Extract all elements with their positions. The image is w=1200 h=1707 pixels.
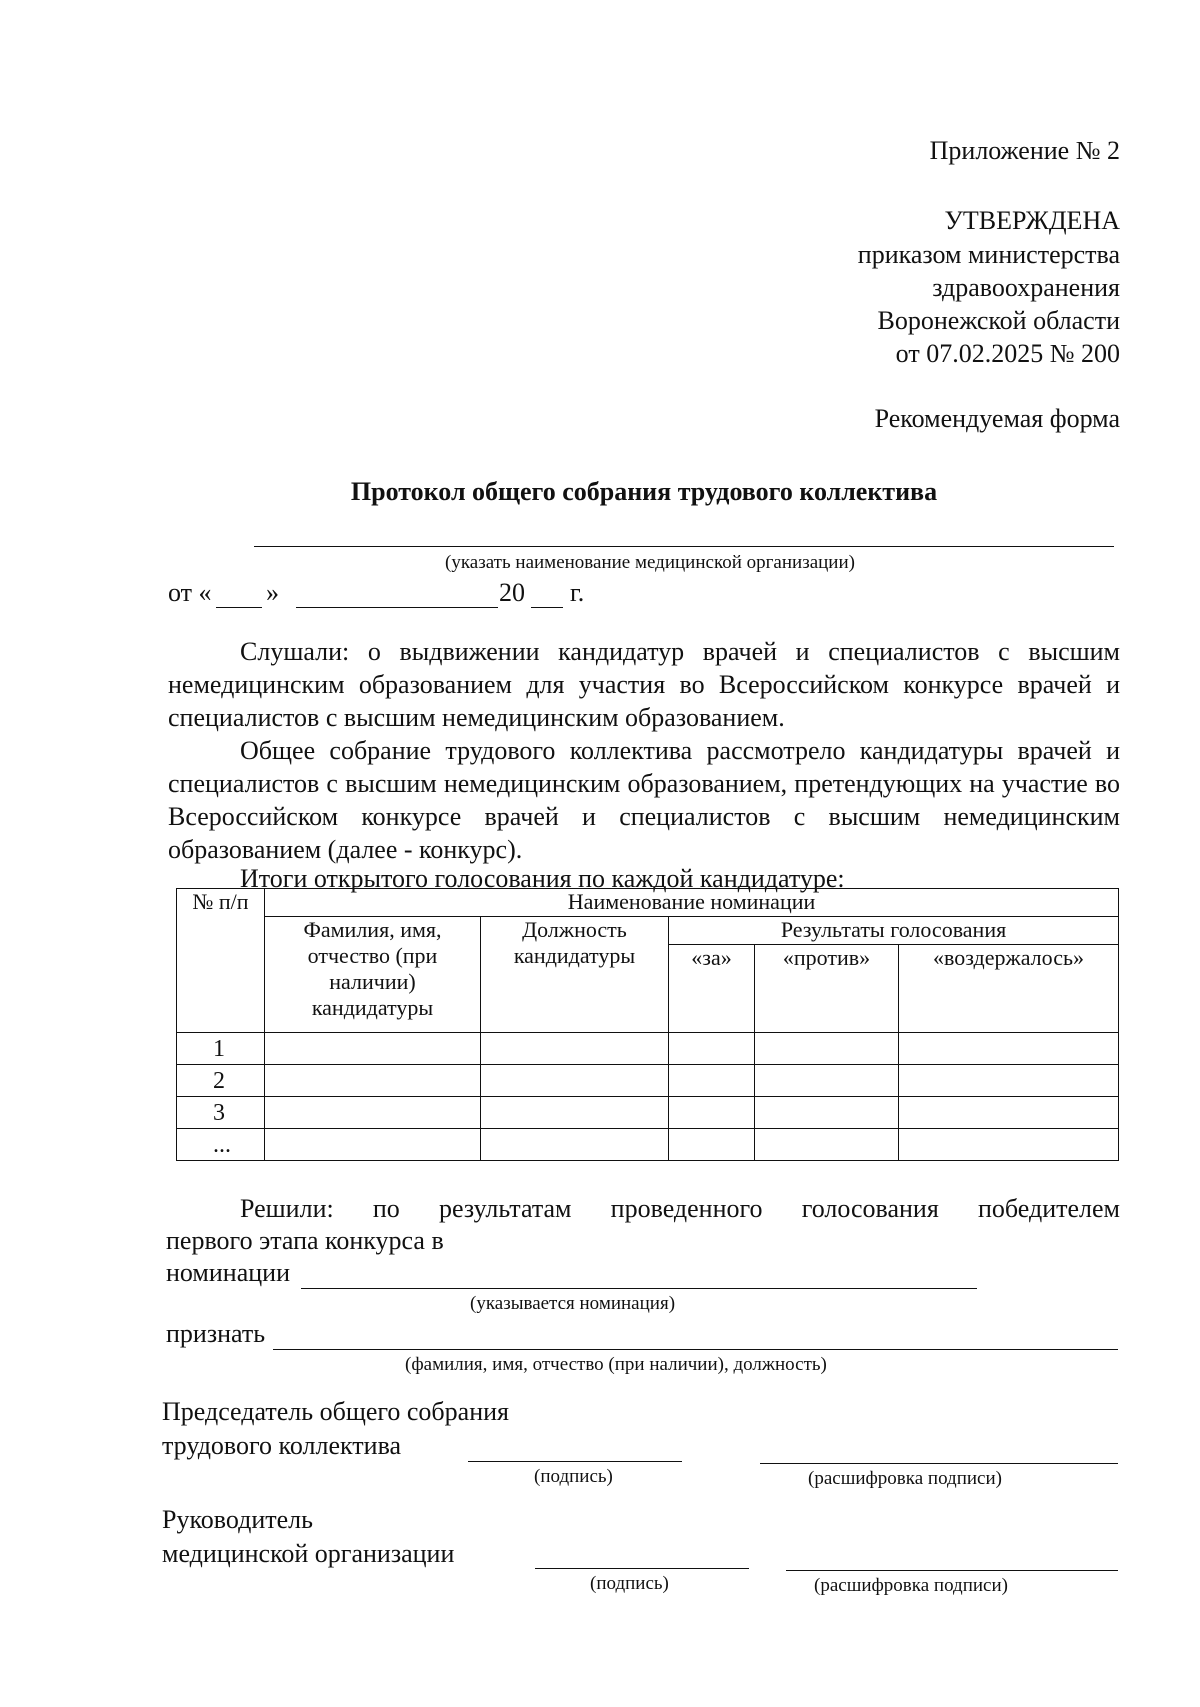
chair-line-2: трудового коллектива <box>162 1431 402 1460</box>
date-mid: » <box>266 578 279 607</box>
row-number: ... <box>177 1129 265 1161</box>
row-number: 3 <box>177 1097 265 1129</box>
chair-line-1: Председатель общего собрания <box>162 1397 509 1426</box>
col-position-header: Должность кандидатуры <box>481 917 669 1033</box>
considered-paragraph: Общее собрание трудового коллектива рассмотрело кандидатуры врачей и специалистов с высшим немедицинским образованием, претендующих на участие во Всероссийском конкурсе врачей и специалистов с высшим немедицинским образованием (далее - конкурс). <box>168 736 1120 864</box>
order-line-1: приказом министерства <box>857 240 1120 269</box>
decision-line-2: первого этапа конкурса в <box>166 1226 444 1255</box>
head-signature-hint: (подпись) <box>590 1573 669 1594</box>
date-year-line[interactable] <box>531 607 563 608</box>
cell-position[interactable] <box>481 1129 669 1161</box>
cell-position[interactable] <box>481 1033 669 1065</box>
order-line-3: Воронежской области <box>877 306 1120 335</box>
head-line-2: медицинской организации <box>162 1539 455 1568</box>
col-abstained-header: «воздержалось» <box>899 945 1119 1033</box>
cell-abstained[interactable] <box>899 1129 1119 1161</box>
org-name-line[interactable] <box>254 546 1114 547</box>
chair-decode-hint: (расшифровка подписи) <box>808 1468 1002 1489</box>
order-line-2: здравоохранения <box>932 273 1120 302</box>
nomination-header: Наименование номинации <box>265 889 1119 917</box>
cell-name[interactable] <box>265 1033 481 1065</box>
col-num-header: № п/п <box>177 889 265 1033</box>
head-line-1: Руководитель <box>162 1505 313 1534</box>
cell-position[interactable] <box>481 1097 669 1129</box>
col-against-header: «против» <box>755 945 899 1033</box>
chair-signature-line[interactable] <box>468 1461 682 1462</box>
cell-name[interactable] <box>265 1129 481 1161</box>
date-month-line[interactable] <box>296 607 498 608</box>
cell-for[interactable] <box>669 1097 755 1129</box>
cell-for[interactable] <box>669 1033 755 1065</box>
chair-decode-line[interactable] <box>760 1463 1118 1464</box>
table-row <box>177 1065 1119 1097</box>
cell-abstained[interactable] <box>899 1065 1119 1097</box>
cell-for[interactable] <box>669 1129 755 1161</box>
cell-name[interactable] <box>265 1097 481 1129</box>
date-day-line[interactable] <box>216 607 262 608</box>
results-intro: Итоги открытого голосования по каждой кандидатуре: <box>240 864 845 893</box>
cell-against[interactable] <box>755 1033 899 1065</box>
nomination-label: номинации <box>166 1258 290 1287</box>
recognize-label: признать <box>166 1319 266 1348</box>
recognize-line[interactable] <box>273 1349 1118 1350</box>
col-results-header: Результаты голосования <box>669 917 1119 945</box>
nomination-hint: (указывается номинация) <box>470 1293 676 1314</box>
table-row <box>177 1129 1119 1161</box>
row-number: 1 <box>177 1033 265 1065</box>
recognize-hint: (фамилия, имя, отчество (при наличии), должность) <box>405 1354 827 1375</box>
cell-for[interactable] <box>669 1065 755 1097</box>
table-row <box>177 1033 1119 1065</box>
head-decode-hint: (расшифровка подписи) <box>814 1575 1008 1596</box>
cell-against[interactable] <box>755 1129 899 1161</box>
cell-against[interactable] <box>755 1097 899 1129</box>
head-signature-line[interactable] <box>535 1568 749 1569</box>
heard-paragraph: Слушали: о выдвижении кандидатур врачей и специалистов с высшим немедицинским образованием для участия во Всероссийском конкурсе врачей и специалистов с высшим немедицинским образованием. <box>168 637 1120 732</box>
voting-results-table <box>176 888 1119 1161</box>
row-number: 2 <box>177 1065 265 1097</box>
order-line-4: от 07.02.2025 № 200 <box>895 339 1120 368</box>
date-suffix: г. <box>570 578 585 607</box>
org-name-hint: (указать наименование медицинской организации) <box>445 552 855 573</box>
head-decode-line[interactable] <box>786 1570 1118 1571</box>
approved-label: УТВЕРЖДЕНА <box>944 206 1120 235</box>
decision-line-1: Решили: по результатам проведенного голосования победителем <box>240 1194 1120 1223</box>
table-row <box>177 1097 1119 1129</box>
page-title: Протокол общего собрания трудового коллектива <box>350 477 938 506</box>
col-for-header: «за» <box>669 945 755 1033</box>
nomination-line[interactable] <box>301 1288 977 1289</box>
col-name-header: Фамилия, имя, отчество (при наличии) кандидатуры <box>265 917 481 1033</box>
cell-position[interactable] <box>481 1065 669 1097</box>
cell-abstained[interactable] <box>899 1033 1119 1065</box>
appendix-label: Приложение № 2 <box>929 136 1120 165</box>
date-prefix: от « <box>168 578 212 607</box>
cell-abstained[interactable] <box>899 1097 1119 1129</box>
chair-signature-hint: (подпись) <box>534 1466 613 1487</box>
form-type-label: Рекомендуемая форма <box>874 404 1120 433</box>
cell-against[interactable] <box>755 1065 899 1097</box>
date-year-prefix: 20 <box>499 578 525 607</box>
cell-name[interactable] <box>265 1065 481 1097</box>
